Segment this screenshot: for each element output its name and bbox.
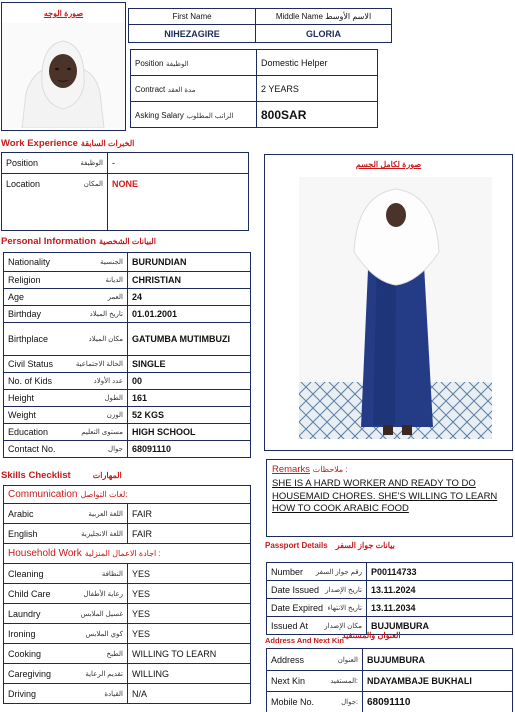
language-english-value: FAIR — [128, 524, 251, 544]
remarks-text: SHE IS A HARD WORKER AND READY TO DO HOUSEMAID CHORES. SHE'S WILLING TO LEARN HOW TO COOK ARABIC FOOD — [272, 478, 498, 514]
personal-height-value: 161 — [128, 390, 251, 407]
body-photo — [299, 177, 492, 439]
personal-age-label: Age — [8, 292, 25, 302]
first-name-label: First Name — [129, 9, 256, 25]
household-caregiving-value: WILLING — [128, 664, 251, 684]
personal-contact-no-label-ar: جوال — [108, 446, 123, 453]
household-laundry-label-ar: غسيل الملابس — [80, 610, 123, 618]
passport-date-expired-label-ar: تاريخ الانتهاء — [327, 604, 362, 612]
passport-date-expired-label: Date Expired — [271, 602, 324, 613]
passport-date-issued-label-cell — [267, 581, 367, 599]
middle-name-value: GLORIA — [256, 25, 392, 43]
household-row — [4, 624, 251, 644]
personal-nationality-value: BURUNDIAN — [128, 253, 251, 272]
personal-education-value: HIGH SCHOOL — [128, 424, 251, 441]
household-driving-label-cell — [4, 684, 128, 704]
household-ironing-label-cell — [4, 624, 128, 644]
personal-weight-label-cell — [4, 407, 128, 424]
household-caregiving-label: Caregiving — [8, 668, 52, 679]
language-english-label: English — [8, 528, 38, 539]
passport-title-ar: بيانات جواز السفر — [335, 541, 395, 550]
personal-row — [4, 424, 251, 441]
household-row — [4, 604, 251, 624]
communication-header-ar: لغات التواصل: — [80, 490, 128, 499]
address-row — [267, 671, 513, 692]
passport-issued-at-label: Issued At — [271, 620, 309, 631]
household-row — [4, 584, 251, 604]
passport-date-issued-value: 13.11.2024 — [367, 581, 513, 599]
personal-no-of-kids-label: No. of Kids — [8, 376, 53, 386]
work-experience-title-ar: الخبرات السابقة — [80, 139, 135, 148]
household-child-care-label: Child Care — [8, 588, 51, 599]
salary-label: Asking Salary — [135, 110, 184, 120]
passport-date-expired-label-cell — [267, 599, 367, 617]
language-row — [4, 524, 251, 544]
personal-religion-label: Religion — [8, 275, 41, 285]
household-header-ar: اجادة الاعمال المنزلية : — [84, 549, 161, 558]
address-address-label-cell — [267, 649, 363, 671]
personal-nationality-label: Nationality — [8, 257, 51, 267]
household-cooking-value: WILLING TO LEARN — [128, 644, 251, 664]
passport-date-expired-value: 13.11.2034 — [367, 599, 513, 617]
work-experience-title — [1, 138, 134, 149]
skills-title-ar: المهارات — [92, 471, 122, 480]
personal-row — [4, 306, 251, 323]
address-mobile-no-label-cell — [267, 692, 363, 712]
personal-education-label-ar: مستوى التعليم — [81, 429, 123, 436]
personal-info-title-en: Personal Information — [1, 236, 97, 247]
passport-number-label-ar: رقم جواز السفر — [315, 568, 362, 576]
personal-row — [4, 407, 251, 424]
address-address-value: BUJUMBURA — [363, 649, 513, 671]
household-caregiving-label-cell — [4, 664, 128, 684]
household-ironing-label: Ironing — [8, 628, 36, 639]
personal-row — [4, 272, 251, 289]
personal-row — [4, 356, 251, 373]
salary-label-cell — [131, 102, 257, 128]
address-mobile-no-label: Mobile No. — [271, 697, 315, 707]
address-title-en: Address And Next Kin — [265, 636, 344, 645]
remarks-box — [266, 459, 513, 537]
we-position-label: Position — [6, 158, 39, 168]
household-cooking-label-ar: الطبخ — [106, 650, 123, 658]
personal-birthplace-label-cell — [4, 323, 128, 356]
household-header — [4, 544, 251, 564]
household-driving-value: N/A — [128, 684, 251, 704]
address-address-label: Address — [271, 654, 305, 665]
household-ironing-value: YES — [128, 624, 251, 644]
passport-row — [267, 563, 513, 581]
personal-age-value: 24 — [128, 289, 251, 306]
passport-table — [266, 562, 513, 635]
we-location-label: Location — [6, 179, 41, 189]
language-arabic-value: FAIR — [128, 504, 251, 524]
household-header-en: Household Work — [8, 548, 82, 559]
face-photo-frame — [1, 2, 126, 131]
household-cleaning-label: Cleaning — [8, 568, 44, 579]
household-child-care-value: YES — [128, 584, 251, 604]
personal-info-table — [3, 252, 251, 458]
first-name-value: NIHEZAGIRE — [129, 25, 256, 43]
name-table — [128, 8, 392, 43]
personal-info-title-ar: البيانات الشخصية — [99, 237, 156, 246]
salary-label-ar: الراتب المطلوب — [186, 112, 234, 120]
personal-row — [4, 323, 251, 356]
personal-contact-no-value: 68091110 — [128, 441, 251, 458]
body-photo-caption: صورة لكامل الجسم — [355, 160, 422, 169]
personal-birthday-label: Birthday — [8, 309, 42, 319]
household-driving-label-ar: القيادة — [104, 690, 123, 698]
position-label-ar: الوظيفة — [165, 60, 189, 68]
passport-number-label: Number — [271, 566, 304, 577]
personal-row — [4, 253, 251, 272]
household-laundry-label: Laundry — [8, 608, 41, 619]
household-cleaning-label-ar: النظافة — [101, 570, 123, 578]
address-mobile-no-value: 68091110 — [363, 692, 513, 712]
personal-no-of-kids-label-ar: عدد الأولاد — [93, 378, 123, 385]
language-arabic-label: Arabic — [8, 508, 34, 519]
passport-issued-at-value: BUJUMBURA — [367, 617, 513, 635]
address-title-ar: العنوان والمستفيد — [341, 631, 401, 640]
personal-birthplace-value: GATUMBA MUTIMBUZI — [128, 323, 251, 356]
communication-header — [4, 486, 251, 504]
personal-civil-status-label: Civil Status — [8, 359, 54, 369]
household-row — [4, 664, 251, 684]
household-row — [4, 644, 251, 664]
personal-age-label-ar: العمر — [107, 294, 123, 301]
household-cleaning-label-cell — [4, 564, 128, 584]
personal-row — [4, 390, 251, 407]
salary-value: 800SAR — [257, 102, 378, 128]
personal-civil-status-value: SINGLE — [128, 356, 251, 373]
face-photo — [2, 23, 125, 128]
household-cooking-label: Cooking — [8, 648, 42, 659]
household-cleaning-value: YES — [128, 564, 251, 584]
passport-date-issued-label-ar: تاريخ الإصدار — [325, 586, 362, 594]
passport-number-value: P00114733 — [367, 563, 513, 581]
communication-header-row — [4, 486, 251, 504]
personal-education-label: Education — [8, 427, 49, 437]
personal-weight-label-ar: الوزن — [106, 412, 123, 419]
we-position-value: - — [108, 153, 249, 174]
position-label: Position — [135, 58, 164, 68]
middle-name-label: Middle Name الاسم الأوسط — [256, 9, 392, 25]
personal-height-label-ar: الطول — [104, 395, 123, 402]
personal-nationality-label-ar: الجنسية — [100, 259, 123, 266]
household-laundry-label-cell — [4, 604, 128, 624]
personal-weight-value: 52 KGS — [128, 407, 251, 424]
personal-height-label: Height — [8, 393, 35, 403]
passport-row — [267, 581, 513, 599]
language-english-label-cell — [4, 524, 128, 544]
address-next-kin-label-cell — [267, 671, 363, 692]
personal-contact-no-label-cell — [4, 441, 128, 458]
address-table — [266, 648, 513, 712]
household-child-care-label-cell — [4, 584, 128, 604]
work-experience-table — [1, 152, 249, 231]
personal-religion-label-cell — [4, 272, 128, 289]
address-row — [267, 649, 513, 671]
household-cooking-label-cell — [4, 644, 128, 664]
personal-row — [4, 441, 251, 458]
address-mobile-no-label-ar: جوال: — [341, 699, 358, 706]
skills-title — [1, 470, 122, 481]
passport-title-en: Passport Details — [265, 541, 328, 550]
household-laundry-value: YES — [128, 604, 251, 624]
passport-title — [265, 541, 395, 550]
we-location-value: NONE — [108, 174, 249, 231]
we-location-label-ar: المكان — [83, 181, 103, 188]
language-arabic-label-cell — [4, 504, 128, 524]
passport-number-label-cell — [267, 563, 367, 581]
household-row — [4, 684, 251, 704]
address-title — [265, 631, 401, 645]
personal-nationality-label-cell — [4, 253, 128, 272]
skills-title-en: Skills Checklist — [1, 470, 71, 481]
personal-age-label-cell — [4, 289, 128, 306]
contract-value: 2 YEARS — [257, 76, 378, 102]
household-header-row — [4, 544, 251, 564]
personal-no-of-kids-label-cell — [4, 373, 128, 390]
personal-civil-status-label-ar: الحالة الاجتماعية — [75, 361, 123, 368]
address-next-kin-label: Next Kin — [271, 676, 306, 686]
we-position-label-ar: الوظيفة — [80, 160, 103, 167]
remarks-title-ar: ملاحظات : — [312, 465, 348, 474]
we-position-label-cell — [2, 153, 108, 174]
personal-birthday-label-cell — [4, 306, 128, 323]
address-next-kin-value: NDAYAMBAJE BUKHALI — [363, 671, 513, 692]
face-photo-caption: صورة الوجه — [43, 9, 84, 18]
household-ironing-label-ar: كوي الملابس — [85, 630, 123, 638]
language-english-label-ar: اللغة الانجليزية — [81, 530, 123, 538]
personal-birthplace-label: Birthplace — [8, 334, 49, 344]
body-photo-frame — [264, 154, 513, 451]
household-child-care-label-ar: رعاية الأطفال — [83, 590, 123, 598]
personal-education-label-cell — [4, 424, 128, 441]
contract-label-cell — [131, 76, 257, 102]
address-row — [267, 692, 513, 712]
personal-civil-status-label-cell — [4, 356, 128, 373]
personal-row — [4, 289, 251, 306]
contract-label: Contract — [135, 84, 166, 94]
personal-birthday-label-ar: تاريخ الميلاد — [89, 311, 123, 318]
personal-no-of-kids-value: 00 — [128, 373, 251, 390]
personal-birthplace-label-ar: مكان الميلاد — [88, 336, 123, 343]
personal-birthday-value: 01.01.2001 — [128, 306, 251, 323]
remarks-header — [272, 464, 348, 475]
household-row — [4, 564, 251, 584]
we-location-label-cell — [2, 174, 108, 231]
remarks-title: Remarks — [272, 464, 311, 475]
personal-weight-label: Weight — [8, 410, 36, 420]
personal-religion-value: CHRISTIAN — [128, 272, 251, 289]
job-table — [130, 49, 378, 128]
contract-label-ar: مدة العقد — [167, 86, 196, 94]
personal-info-title — [1, 236, 156, 247]
language-arabic-label-ar: اللغة العربية — [88, 510, 123, 518]
personal-contact-no-label: Contact No. — [8, 444, 56, 454]
passport-issued-at-label-ar: مكان الإصدار — [324, 622, 362, 630]
skills-table — [3, 485, 251, 704]
passport-row — [267, 599, 513, 617]
personal-height-label-cell — [4, 390, 128, 407]
passport-date-issued-label: Date Issued — [271, 584, 320, 595]
work-experience-title-en: Work Experience — [1, 138, 78, 149]
household-caregiving-label-ar: تقديم الرعاية — [85, 670, 123, 678]
language-row — [4, 504, 251, 524]
address-address-label-ar: العنوان — [337, 656, 358, 664]
communication-header-en: Communication — [8, 489, 78, 500]
household-driving-label: Driving — [8, 688, 37, 699]
personal-religion-label-ar: الديانة — [105, 277, 123, 284]
position-label-cell — [131, 50, 257, 76]
address-next-kin-label-ar: المستفيد: — [330, 678, 358, 685]
personal-row — [4, 373, 251, 390]
position-value: Domestic Helper — [257, 50, 378, 76]
